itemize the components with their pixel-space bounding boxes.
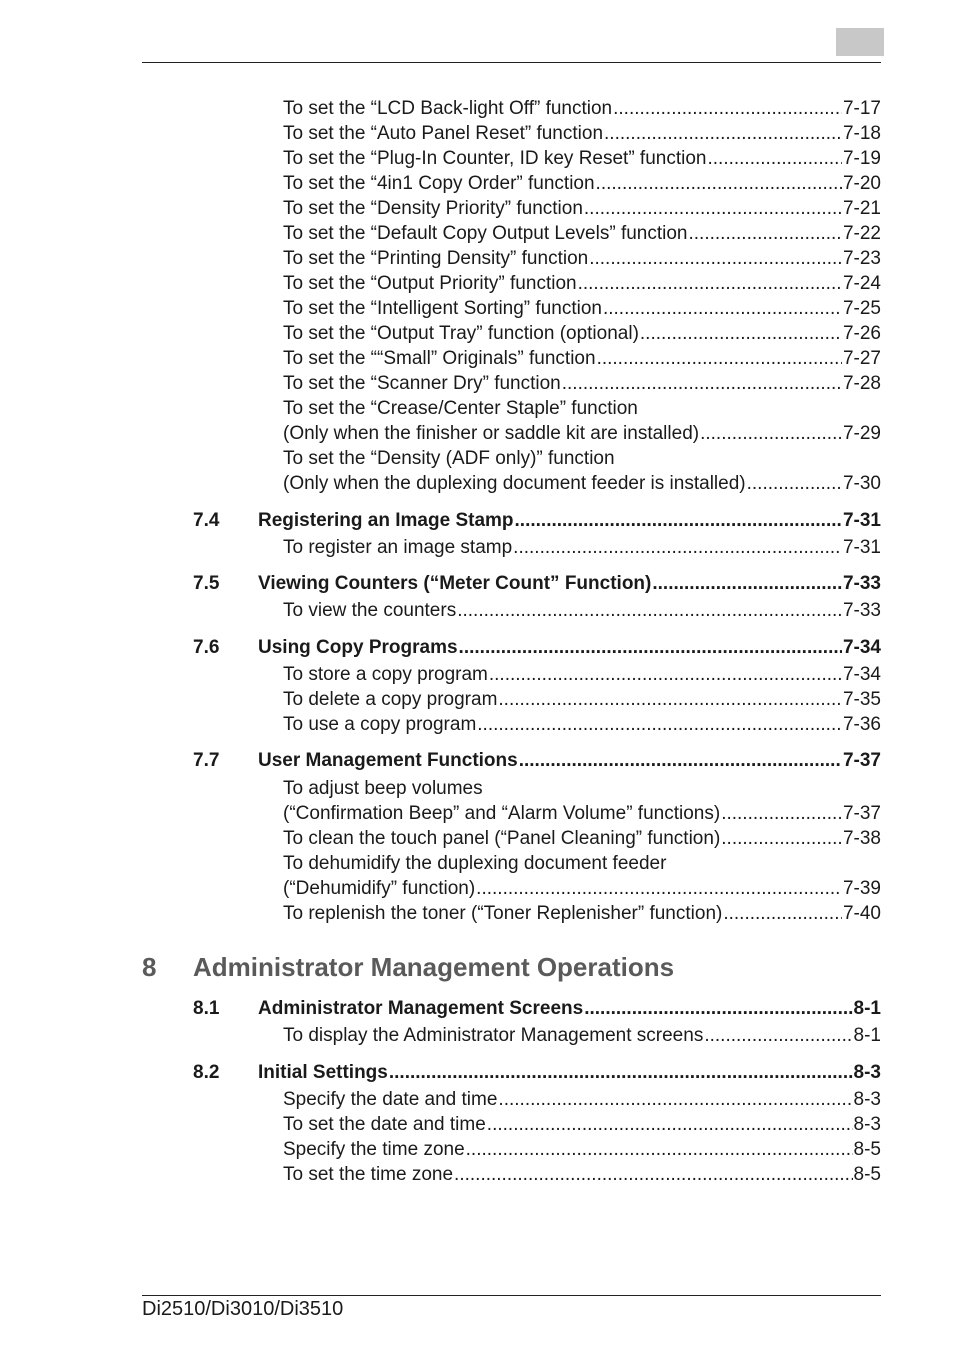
toc-entry[interactable]: To set the “Auto Panel Reset” function ..... 7-18 xyxy=(283,121,881,146)
toc-entry[interactable]: To register an image stamp ..... 7-31 xyxy=(283,535,881,560)
toc-entry[interactable]: To set the “Printing Density” function ..... 7-23 xyxy=(283,246,881,271)
toc-entry[interactable]: To store a copy program ..... 7-34 xyxy=(283,662,881,687)
footer-model-name: Di2510/Di3010/Di3510 xyxy=(142,1298,344,1320)
toc-entry[interactable]: To set the “LCD Back-light Off” function ..... 7-17 xyxy=(283,96,881,121)
toc-entry[interactable]: To set the date and time ..... 8-3 xyxy=(283,1112,881,1137)
toc-entry-line1[interactable]: To adjust beep volumes xyxy=(283,778,483,799)
section-heading[interactable]: Viewing Counters (“Meter Count” Function) ..... 7-33 xyxy=(258,571,881,596)
toc-entry[interactable]: To set the “4in1 Copy Order” function ..... 7-20 xyxy=(283,171,881,196)
toc-entry[interactable]: To set the “Scanner Dry” function ..... 7-28 xyxy=(283,371,881,396)
section-number: 7.4 xyxy=(193,510,220,531)
toc-entry[interactable]: To set the “Plug-In Counter, ID key Reset” function ..... 7-19 xyxy=(283,146,881,171)
toc-entry-line1[interactable]: To dehumidify the duplexing document feeder xyxy=(283,853,667,874)
toc-entry[interactable]: To use a copy program ..... 7-36 xyxy=(283,712,881,737)
footer-divider xyxy=(142,1295,881,1296)
toc-entry[interactable]: (Only when the finisher or saddle kit are installed) ..... 7-29 xyxy=(283,421,881,446)
toc-entry[interactable]: (“Dehumidify” function) ..... 7-39 xyxy=(283,876,881,901)
toc-entry[interactable]: Specify the time zone ..... 8-5 xyxy=(283,1137,881,1162)
toc-entry-line1[interactable]: To set the “Crease/Center Staple” function xyxy=(283,398,638,419)
section-number: 8.1 xyxy=(193,998,220,1019)
toc-entry[interactable]: To clean the touch panel (“Panel Cleaning” function) ..... 7-38 xyxy=(283,826,881,851)
toc-entry[interactable]: To set the time zone ..... 8-5 xyxy=(283,1162,881,1187)
section-number: 7.5 xyxy=(193,573,220,594)
section-heading[interactable]: Using Copy Programs ..... 7-34 xyxy=(258,635,881,660)
toc-entry[interactable]: To set the “Output Priority” function ..... 7-24 xyxy=(283,271,881,296)
toc-entry-line1[interactable]: To set the “Density (ADF only)” function xyxy=(283,448,615,469)
toc-entry[interactable]: To display the Administrator Management screens ..... 8-1 xyxy=(283,1023,881,1048)
chapter-tab-marker xyxy=(836,28,884,56)
section-heading[interactable]: Initial Settings ..... 8-3 xyxy=(258,1060,881,1085)
section-number: 8.2 xyxy=(193,1062,220,1083)
toc-entry[interactable]: To set the “Density Priority” function ..... 7-21 xyxy=(283,196,881,221)
section-number: 7.7 xyxy=(193,750,220,771)
toc-entry[interactable]: (Only when the duplexing document feeder is installed) ..... 7-30 xyxy=(283,471,881,496)
chapter-title[interactable]: Administrator Management Operations xyxy=(193,952,675,982)
toc-entry[interactable]: To set the “Intelligent Sorting” function ..... 7-25 xyxy=(283,296,881,321)
toc-entry[interactable]: To view the counters ..... 7-33 xyxy=(283,598,881,623)
chapter-number: 8 xyxy=(142,952,157,982)
toc-entry[interactable]: To set the ““Small” Originals” function ..... 7-27 xyxy=(283,346,881,371)
toc-entry[interactable]: Specify the date and time ..... 8-3 xyxy=(283,1087,881,1112)
toc-entry[interactable]: To set the “Default Copy Output Levels” function ..... 7-22 xyxy=(283,221,881,246)
toc-entry[interactable]: To delete a copy program ..... 7-35 xyxy=(283,687,881,712)
section-number: 7.6 xyxy=(193,637,220,658)
toc-entry[interactable]: To set the “Output Tray” function (optional) ..... 7-26 xyxy=(283,321,881,346)
toc-entry[interactable]: (“Confirmation Beep” and “Alarm Volume” functions) ..... 7-37 xyxy=(283,801,881,826)
header-divider xyxy=(142,62,881,63)
section-heading[interactable]: Registering an Image Stamp ..... 7-31 xyxy=(258,508,881,533)
section-heading[interactable]: Administrator Management Screens ..... 8-1 xyxy=(258,996,881,1021)
section-heading[interactable]: User Management Functions ..... 7-37 xyxy=(258,748,881,773)
toc-entry[interactable]: To replenish the toner (“Toner Replenisher” function) ..... 7-40 xyxy=(283,901,881,926)
